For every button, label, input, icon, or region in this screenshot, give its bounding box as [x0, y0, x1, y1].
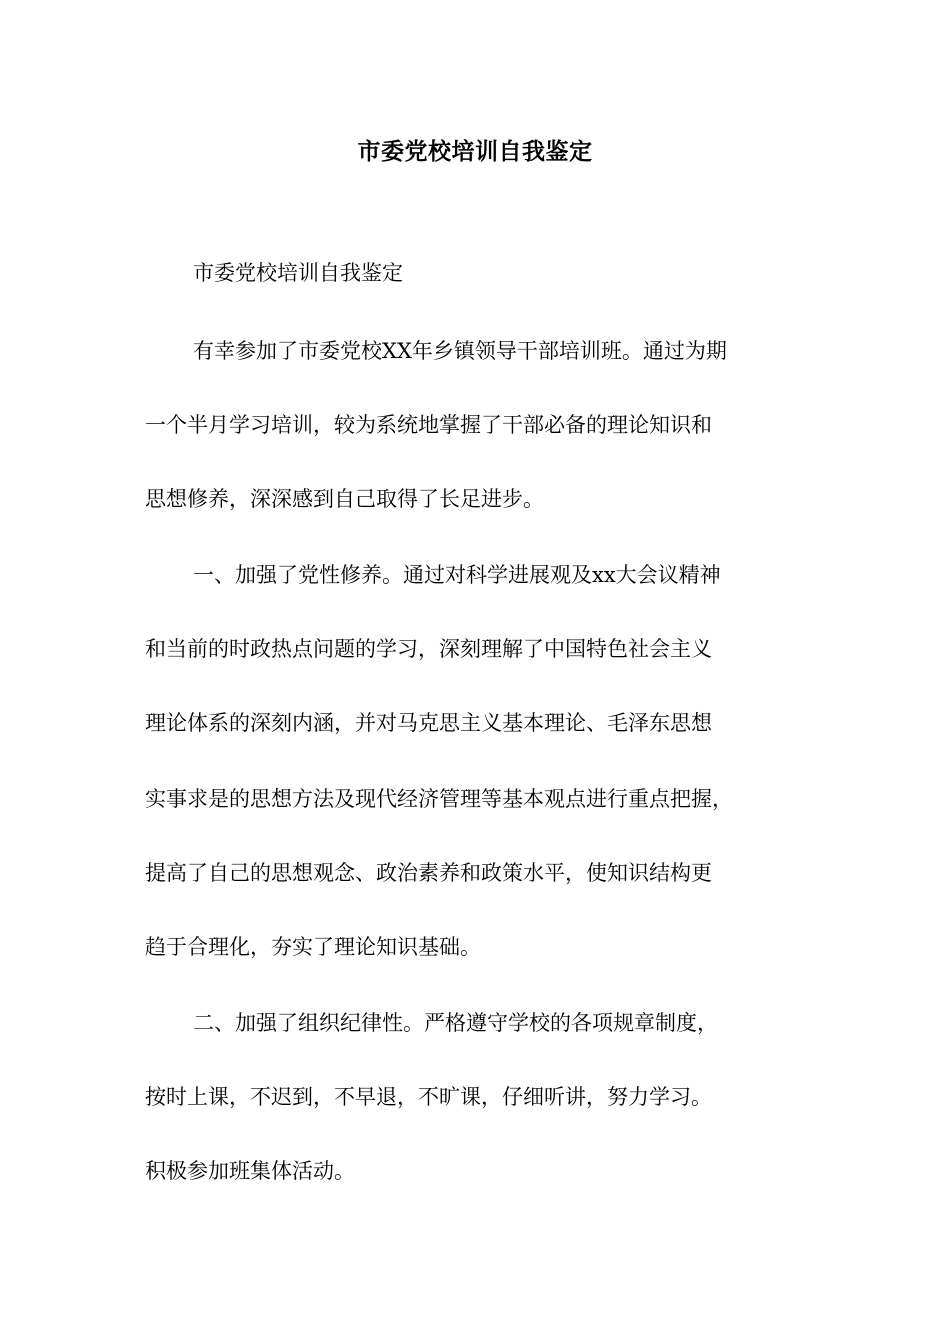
- paragraph-line: 积极参加班集体活动。: [145, 1159, 355, 1183]
- paragraph-line: 思想修养，深深感到自己取得了长足进步。: [145, 487, 544, 511]
- paragraph-line: 和当前的时政热点问题的学习，深刻理解了中国特色社会主义: [145, 637, 712, 661]
- paragraph-line: 提高了自己的思想观念、政治素养和政策水平，使知识结构更: [145, 861, 712, 885]
- paragraph-line: 实事求是的思想方法及现代经济管理等基本观点进行重点把握，: [145, 787, 733, 811]
- paragraph-line: 二、加强了组织纪律性。严格遵守学校的各项规章制度，: [193, 1011, 718, 1035]
- document-title: 市委党校培训自我鉴定: [357, 138, 593, 165]
- paragraph-line: 按时上课，不迟到，不早退，不旷课，仔细听讲，努力学习。: [145, 1085, 712, 1109]
- paragraph-line: 理论体系的深刻内涵，并对马克思主义基本理论、毛泽东思想: [145, 711, 712, 735]
- subtitle-line: 市委党校培训自我鉴定: [193, 261, 403, 285]
- paragraph-line: 趋于合理化，夯实了理论知识基础。: [145, 935, 481, 959]
- paragraph-line: 一、加强了党性修养。通过对科学进展观及xx大会议精神: [193, 563, 721, 587]
- paragraph-line: 有幸参加了市委党校XX年乡镇领导干部培训班。通过为期: [193, 339, 727, 363]
- paragraph-line: 一个半月学习培训，较为系统地掌握了干部必备的理论知识和: [145, 413, 712, 437]
